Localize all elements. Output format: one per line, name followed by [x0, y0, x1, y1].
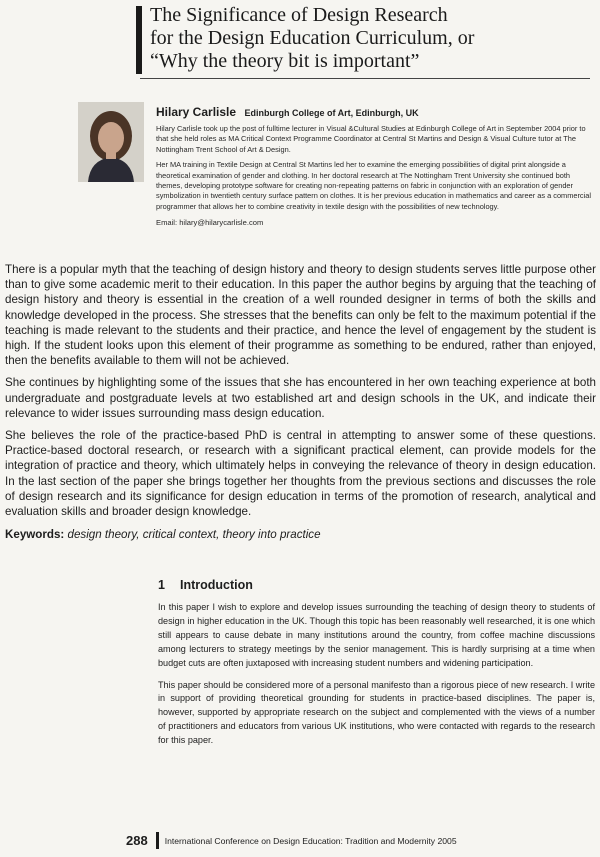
title-line-2: for the Design Education Curriculum, or — [150, 27, 475, 49]
abstract-paragraph-2: She continues by highlighting some of the issues that she has encountered in her own teaching experience at both undergraduate and postgraduate levels at two established art and design schools in the UK, and indicate their relevance to wider issues surrounding mass design education. — [5, 376, 596, 420]
author-header — [156, 103, 419, 121]
title-accent-bar — [136, 6, 142, 74]
author-affiliation: Edinburgh College of Art, Edinburgh, UK — [244, 108, 419, 118]
author-email: Email: hilary@hilarycarlisle.com — [156, 218, 264, 228]
abstract — [5, 262, 596, 542]
abstract-paragraph-3: She believes the role of the practice-based PhD is central in attempting to answer some of these questions. Practice-based doctoral research, or research with a significant practical element, can provide models for the integration of practice and theory, which ultimately helps in conveying the relevance of theory in design education. In the last section of the paper she brings together her thoughts from the previous sections and discusses the role of design research and its significance for design education in terms of the promotion of research, analytical and evaluation skills and broader design knowledge. — [5, 429, 596, 519]
keywords-text: design theory, critical context, theory into practice — [67, 528, 321, 542]
bio-paragraph-1: Hilary Carlisle took up the post of fulltime lecturer in Visual &Cultural Studies at Edinburgh College of Art in September 2004 prior to that she held roles as MA Critical Context Programme Coordinator at Central St Martins and Design & Visual Culture tutor at The Nottingham Trent School of Art & Design. — [156, 124, 586, 154]
footer-divider — [156, 832, 159, 849]
page-number: 288 — [126, 833, 148, 848]
intro-paragraph-1: In this paper I wish to explore and develop issues surrounding the teaching of design theory to students of design in higher education in the UK. Though this topic has been reasonably well researched, it is one which still appears to cause debate in many institutions around the country, from coffee machine discussions among lecturers to strategy meetings by the senior management. This is hardly surprising at a time when budget cuts are often juxtaposed with increasing student numbers and widening participation. — [158, 602, 595, 668]
bio-paragraph-2: Her MA training in Textile Design at Central St Martins led her to examine the emerging possibilities of digital print alongside a theoretical examination of gender and clothing. In her doctoral research at The Nottingham Trent University she continued both themes, developing prototype software for creating non-repeating patterns on fabric in conjunction with an exploration of gender symbolization in twentieth century surface pattern on clothes. It is her previous education in mathematics and career as a commercial programmer that allows her to combine creativity in textile design with the possibilities of new technology. — [156, 160, 592, 211]
intro-paragraph-2: This paper should be considered more of a personal manifesto than a rigorous piece of new research. I write in support of providing theoretical grounding for students in practice-based disciplines. The paper is, however, supported by appropriate research on the subject and complemented with the views of a number of practitioners and educators from various UK institutions, who were contacted with regards to the research for this paper. — [158, 679, 595, 746]
abstract-paragraph-1: There is a popular myth that the teaching of design history and theory to design students serves little purpose other than to give some academic merit to their education. In this paper the author begins by arguing that the teaching of design history and theory is essential in the creation of a well rounded designer in terms of both the skills and knowledge developed in the process. She stresses that the benefits can only be felt to the maximum potential if the teaching is made relevant to the students and their practice, and hence the level of engagement by the student is high. If the student looks upon this element of their programme as something to be endured, rather than enjoyed, then the benefits available to them will not be achieved. — [5, 263, 596, 368]
author-bio — [156, 124, 592, 229]
author-photo — [78, 102, 144, 182]
conference-name: International Conference on Design Education: Tradition and Modernity 2005 — [164, 835, 457, 846]
introduction-body — [158, 601, 595, 756]
keywords-label: Keywords: — [5, 528, 65, 542]
title-line-1: The Significance of Design Research — [150, 4, 448, 26]
title-line-3: “Why the theory bit is important” — [150, 50, 420, 72]
page-footer — [126, 832, 457, 849]
keywords — [5, 527, 596, 542]
section-title: Introduction — [180, 578, 253, 592]
section-heading — [158, 578, 253, 592]
paper-title — [150, 4, 580, 73]
author-portrait-image — [78, 102, 144, 182]
author-name: Hilary Carlisle — [156, 105, 237, 119]
title-divider — [140, 78, 590, 79]
section-number: 1 — [158, 578, 165, 592]
